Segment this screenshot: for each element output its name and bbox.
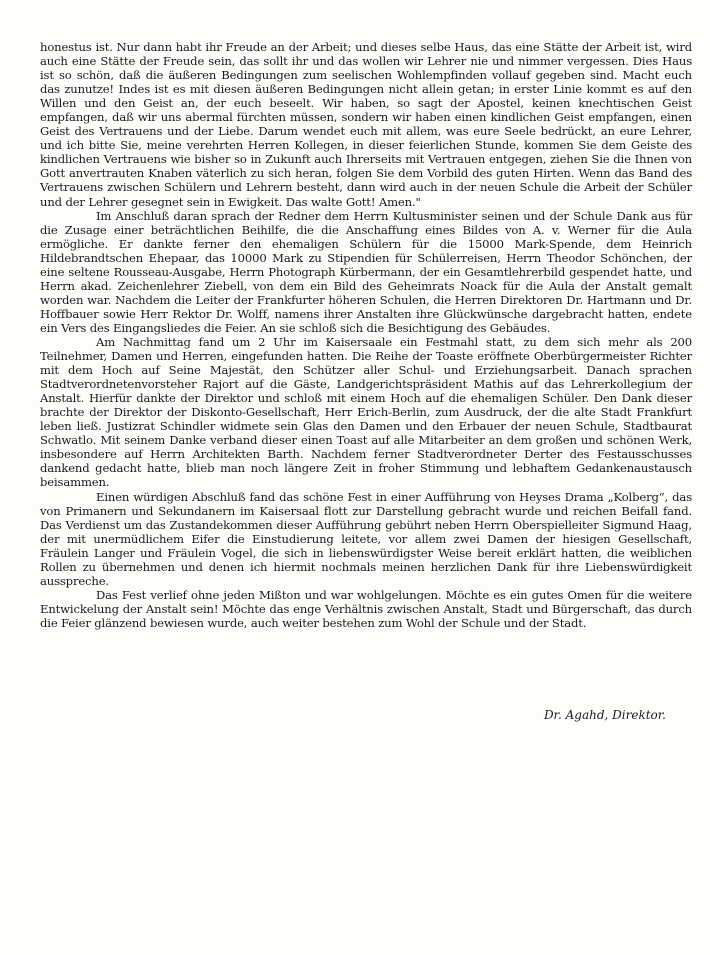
paragraph-thanks: Im Anschluß daran sprach der Redner dem Herrn Kultusminister seinen und der Schule Dank aus für die Zusage einer beträchtlichen Beihilfe, die die Anschaffung eines Bildes von A. v. Werner für die Aula ermögliche. Er dankte ferner den ehemaligen Schülern für die 15000 Mark-Spende, dem Heinrich Hildebrandtschen Ehepaar, das 10000 Mark zu Stipendien für Schülerreisen, Herrn Theodor Schönchen, der eine seltene Rousseau-Ausgabe, Herrn Photograph Kürbermann, der ein Gesamtlehrerbild gespendet hatte, und Herrn akad. Zeichenlehrer Ziebell, von dem ein Bild des Geheimrats Noack für die Aula der Anstalt gemalt worden war. Nachdem die Leiter der Frankfurter höheren Schulen, die Herren Direktoren Dr. Hartmann und Dr. Hoffbauer sowie Herr Rektor Dr. Wolff, namens ihrer Anstalten ihre Glückwünsche dargebracht hatten, endete ein Vers des Eingangsliedes die Feier. An sie schloß sich die Besichtigung des Gebäudes. [40, 208, 692, 335]
paragraph-banquet: Am Nachmittag fand um 2 Uhr im Kaisersaale ein Festmahl statt, zu dem sich mehr als 200 Teilnehmer, Damen und Herren, eingefunden hatten. Die Reihe der Toaste eröffnete Oberbürgermeister Richter mit dem Hoch auf Seine Majestät, den Schützer aller Schul- und Erziehungsarbeit. Danach sprachen Stadtverordnetenvorsteher Rajort auf die Gäste, Landgerichtspräsident Mathis auf das Lehrerkollegium der Anstalt. Hierfür dankte der Direktor und schloß mit einem Hoch auf die ehemaligen Schüler. Den Dank dieser brachte der Direktor der Diskonto-Gesellschaft, Herr Erich-Berlin, zum Ausdruck, der die alte Stadt Frankfurt leben ließ. Justizrat Schindler widmete sein Glas den Damen und den Erbauer der neuen Schule, Stadtbaurat Schwatlo. Mit seinem Danke verband dieser einen Toast auf alle Mitarbeiter an dem großen und schönen Werk, insbesondere auf Herrn Architekten Barth. Nachdem ferner Stadtverordneter Derter des Festausschusses dankend gedacht hatte, blieb man noch längere Zeit in froher Stimmung und lebhaftem Gedankenaustausch beisammen. [40, 334, 692, 490]
paragraph-closing: Das Fest verlief ohne jeden Mißton und war wohlgelungen. Möchte es ein gutes Omen für die weitere Entwickelung der Anstalt sein! Möchte das enge Verhältnis zwischen Anstalt, Stadt und Bürgerschaft, das durch die Feier glänzend bewiesen wurde, auch weiter bestehen zum Wohl der Schule und der Stadt. [40, 587, 692, 630]
paragraph-performance: Einen würdigen Abschluß fand das schöne Fest in einer Aufführung von Heyses Drama „Kolberg“, das von Primanern und Sekundanern im Kaisersaal flott zur Darstellung gebracht wurde und reichen Beifall fand. Das Verdienst um das Zustandekommen dieser Aufführung gebührt neben Herrn Oberspielleiter Sigmund Haag, der mit unermüdlichem Eifer die Einstudierung leitete, vor allem zwei Damen der hiesigen Gesellschaft, Fräulein Langer und Fräulein Vogel, die sich in liebenswürdigster Weise bereit erklärt hatten, die weiblichen Rollen zu übernehmen und denen ich hiermit nochmals meinen herzlichen Dank für ihre Liebenswürdigkeit ausspreche. [40, 489, 692, 588]
paragraph-speech-end: honestus ist. Nur dann habt ihr Freude an der Arbeit; und dieses selbe Haus, das eine Stätte der Arbeit ist, wird auch eine Stätte der Freude sein, das sollt ihr und das wollen wir Lehrer nie und nimmer vergessen. Dies Haus ist so schön, daß die äußeren Bedingungen zum seelischen Wohlempfinden vollauf gegeben sind. Macht euch das zunutze! Indes ist es mit diesen äußeren Bedingungen nicht allein getan; in erster Linie kommt es auf den Willen und den Geist an, der euch beseelt. Wir haben, so sagt der Apostel, keinen knechtischen Geist empfangen, daß wir uns abermal fürchten müssen, sondern wir haben einen kindlichen Geist empfangen, einen Geist des Vertrauens und der Liebe. Darum wendet euch mit allem, was eure Seele bedrückt, an eure Lehrer, und ich bitte Sie, meine verehrten Herren Kollegen, in dieser feierlichen Stunde, kommen Sie dem Geiste des kindlichen Vertrauens wie bisher so in Zukunft auch Ihrerseits mit Vertrauen entgegen, ziehen Sie die Ihnen von Gott anvertrauten Knaben väterlich zu sich heran, folgen Sie dem Vorbild des guten Hirten. Wenn das Band des Vertrauens zwischen Schülern und Lehrern besteht, dann wird auch in der neuen Schule die Arbeit der Schüler und der Lehrer gesegnet sein in Ewigkeit. Das walte Gott! Amen." [40, 40, 692, 209]
signature: Dr. Agahd, Direktor. [543, 708, 666, 722]
body-text [40, 40, 692, 630]
